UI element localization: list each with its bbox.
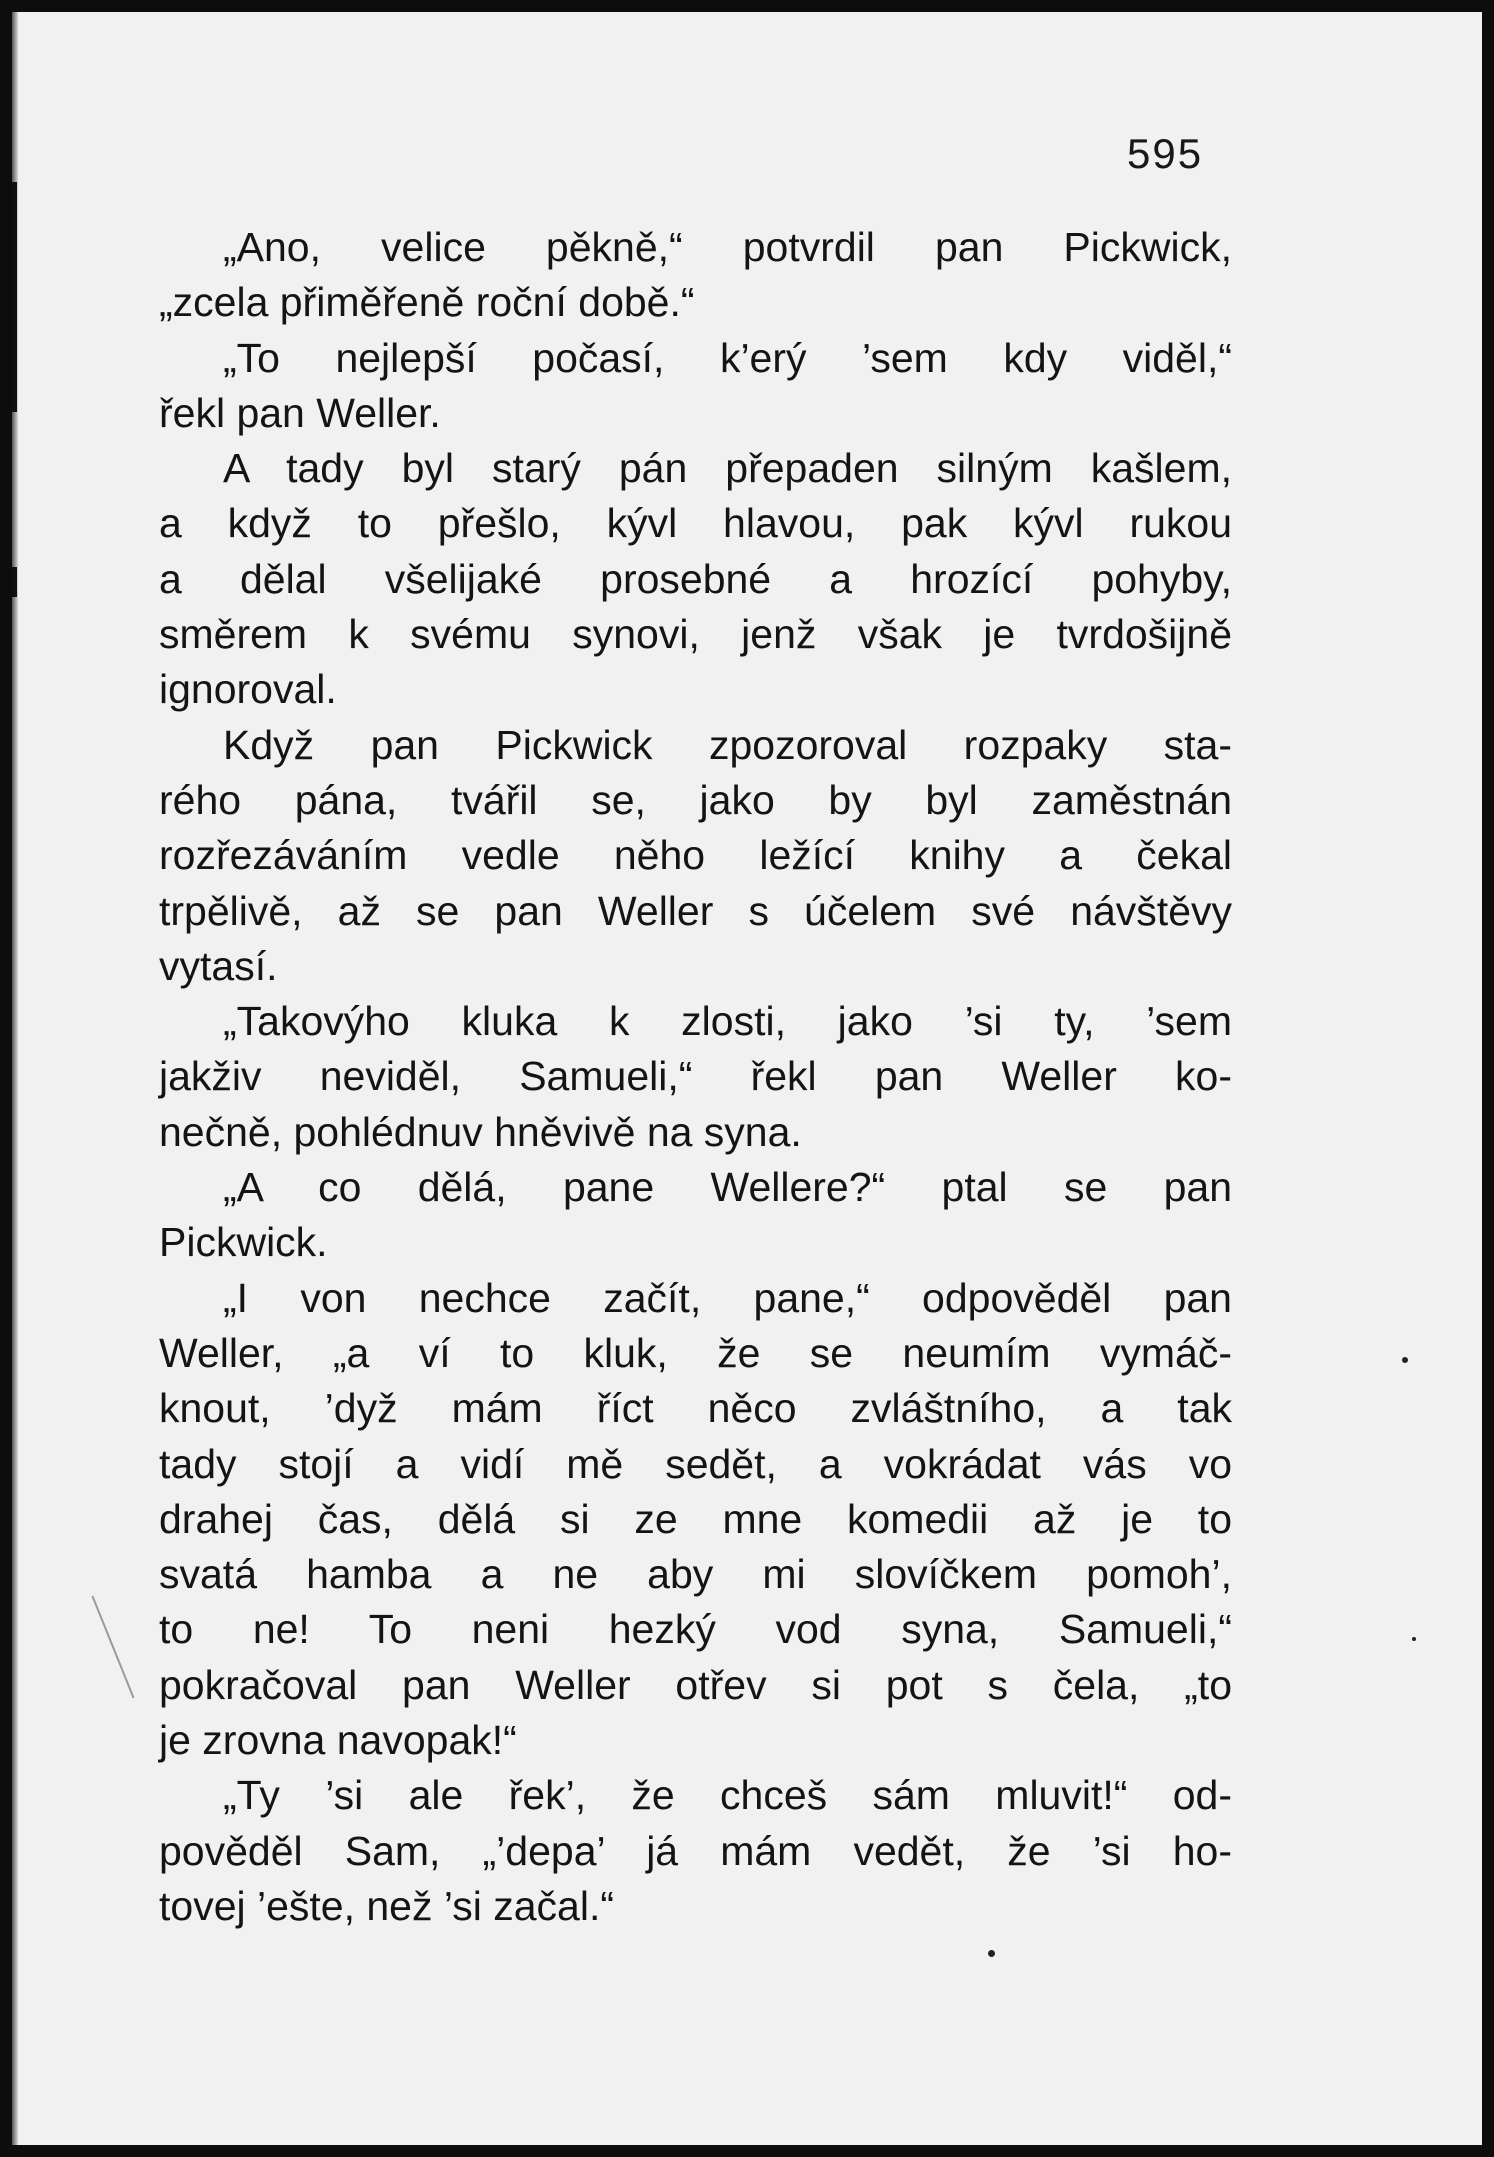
text-line: pokračoval pan Weller otřev si pot s čela, „to — [159, 1661, 1232, 1708]
text-line: Weller, „a ví to kluk, že se neumím vymáč- — [159, 1329, 1232, 1376]
text-line: vytasí. — [159, 942, 278, 989]
text-line: „To nejlepší počasí, k’erý ’sem kdy viděl,“ — [223, 334, 1232, 381]
text-line: řekl pan Weller. — [159, 389, 441, 436]
scan-scratch — [91, 1596, 134, 1699]
text-line: tady stojí a vidí mě sedět, a vokrádat vás vo — [159, 1440, 1232, 1487]
text-line: rozřezáváním vedle něho ležící knihy a čekal — [159, 832, 1232, 879]
text-line: „I von nechce začít, pane,“ odpověděl pan — [223, 1274, 1232, 1321]
page-number: 595 — [1127, 130, 1204, 177]
text-line: „Takovýho kluka k zlosti, jako ’si ty, ’sem — [223, 998, 1232, 1045]
book-page — [12, 12, 1482, 2145]
scan-speck — [1402, 1357, 1408, 1363]
text-line: trpělivě, až se pan Weller s účelem své návštěvy — [159, 887, 1232, 934]
text-line: „Ano, velice pěkně,“ potvrdil pan Pickwick, — [223, 224, 1232, 270]
text-line: „A co dělá, pane Wellere?“ ptal se pan — [223, 1164, 1232, 1211]
text-line: „zcela přiměřeně roční době.“ — [159, 279, 695, 326]
text-line: A tady byl starý pán přepaden silným kašlem, — [223, 445, 1232, 492]
text-line: a když to přešlo, kývl hlavou, pak kývl rukou — [159, 500, 1232, 547]
text-line: drahej čas, dělá si ze mne komedii až je to — [159, 1495, 1232, 1542]
text-line: knout, ’dyž mám říct něco zvláštního, a tak — [159, 1385, 1232, 1432]
text-line: je zrovna navopak!“ — [159, 1717, 517, 1764]
binding-mark — [12, 567, 17, 597]
scan-speck — [988, 1950, 995, 1957]
text-line: Když pan Pickwick zpozoroval rozpaky sta- — [223, 721, 1232, 768]
text-line: směrem k svému synovi, jenž však je tvrdošijně — [159, 611, 1232, 658]
text-line: tovej ’ešte, než ’si začal.“ — [159, 1882, 615, 1929]
text-line: ignoroval. — [159, 666, 337, 713]
text-line: nečně, pohlédnuv hněvivě na syna. — [159, 1108, 802, 1155]
text-line: „Ty ’si ale řek’, že chceš sám mluvit!“ od- — [223, 1772, 1232, 1819]
text-line: jakživ neviděl, Samueli,“ řekl pan Weller ko- — [159, 1053, 1232, 1100]
text-line: pověděl Sam, „’depa’ já mám vedět, že ’si ho- — [159, 1827, 1232, 1874]
text-line: svatá hamba a ne aby mi slovíčkem pomoh’, — [159, 1551, 1232, 1598]
text-line: rého pána, tvářil se, jako by byl zaměstnán — [159, 776, 1232, 823]
body-text — [159, 220, 1232, 1934]
binding-mark — [12, 182, 17, 412]
text-line: a dělal všelijaké prosebné a hrozící pohyby, — [159, 555, 1232, 602]
text-line: Pickwick. — [159, 1219, 328, 1266]
scan-speck — [1412, 1637, 1416, 1641]
text-line: to ne! To neni hezký vod syna, Samueli,“ — [159, 1606, 1232, 1653]
